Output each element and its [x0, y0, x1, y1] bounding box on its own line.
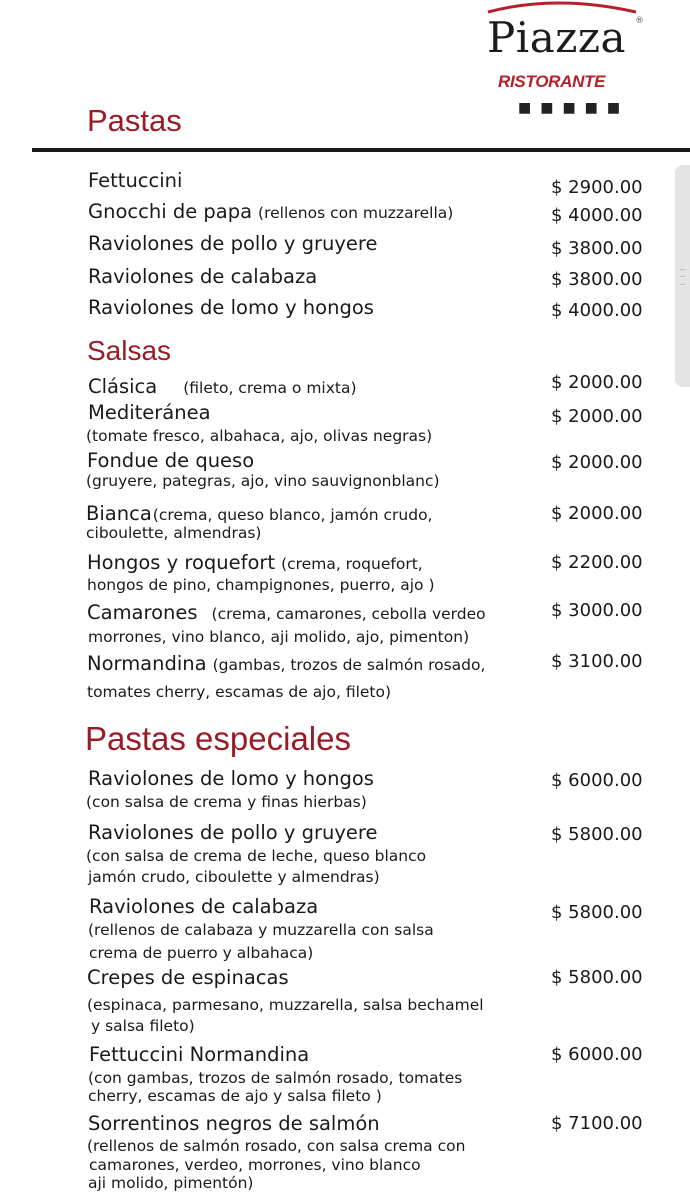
menu-item-desc: camarones, verdeo, morrones, vino blanco: [89, 1156, 421, 1174]
menu-item-name: Normandina (gambas, trozos de salmón rosado,: [87, 652, 486, 675]
menu-item-desc: (rellenos de salmón rosado, con salsa crema con: [87, 1137, 466, 1155]
menu-item-price: $ 2200.00: [551, 552, 643, 573]
section-title-salsas: Salsas: [87, 335, 172, 366]
section-title-pastas: Pastas: [87, 103, 182, 138]
menu-item-desc: (tomate fresco, albahaca, ajo, olivas negras): [86, 427, 433, 445]
menu-item-desc: crema de puerro y albahaca): [89, 944, 314, 962]
menu-item-name: Raviolones de calabaza: [89, 895, 319, 918]
menu-item-price: $ 3000.00: [551, 600, 643, 621]
menu-item-price: $ 3800.00: [551, 238, 643, 259]
menu-item-desc: tomates cherry, escamas de ajo, fileto): [87, 683, 392, 701]
menu-item-name: Crepes de espinacas: [87, 966, 289, 989]
brand-subtitle: RISTORANTE: [498, 72, 606, 91]
menu-item-desc: (espinaca, parmesano, muzzarella, salsa bechamel: [87, 996, 484, 1014]
menu-item-price: $ 2000.00: [551, 372, 643, 393]
menu-item-price: $ 2000.00: [551, 503, 643, 524]
registered-mark: ®: [635, 16, 644, 26]
vertical-scrollbar[interactable]: [675, 165, 690, 387]
menu-item-desc: (con salsa de crema de leche, queso blanco: [86, 847, 427, 865]
menu-item-name: Hongos y roquefort (crema, roquefort,: [87, 551, 423, 574]
menu-item-desc: y salsa fileto): [91, 1017, 195, 1035]
menu-item-desc: (con salsa de crema y finas hierbas): [86, 793, 367, 811]
menu-item-price: $ 2000.00: [551, 406, 643, 427]
menu-item-desc: (con gambas, trozos de salmón rosado, tomates: [88, 1069, 463, 1087]
header-divider: [32, 148, 690, 152]
menu-item-name: Sorrentinos negros de salmón: [88, 1112, 380, 1135]
menu-item-price: $ 3800.00: [551, 269, 643, 290]
menu-item-desc: (gruyere, pategras, ajo, vino sauvignonblanc): [86, 472, 440, 490]
menu-item-name: Fettuccini Normandina: [89, 1043, 310, 1066]
menu-item-name: Camarones (crema, camarones, cebolla verdeo: [87, 601, 486, 624]
brand-dots: ■■■■■: [518, 100, 630, 116]
logo-arc: [486, 0, 646, 14]
menu-item-price: $ 5800.00: [551, 824, 643, 845]
menu-item-desc: cherry, escamas de ajo y salsa fileto ): [88, 1087, 382, 1105]
menu-item-price: $ 6000.00: [551, 770, 643, 791]
menu-item-desc: morrones, vino blanco, aji molido, ajo, pimenton): [88, 628, 470, 646]
scrollbar-grip-icon: [680, 269, 685, 285]
menu-item-desc: aji molido, pimentón): [88, 1174, 254, 1192]
menu-item-price: $ 5800.00: [551, 902, 643, 923]
menu-item-desc: (crema, camarones, cebolla verdeo: [211, 605, 486, 623]
menu-item-name: Bianca(crema, queso blanco, jamón crudo,: [86, 502, 433, 525]
menu-item-desc: (gambas, trozos de salmón rosado,: [212, 656, 486, 674]
menu-item-price: $ 6000.00: [551, 1044, 643, 1065]
menu-item-desc: jamón crudo, ciboulette y almendras): [88, 868, 380, 886]
menu-item-price: $ 4000.00: [551, 205, 643, 226]
brand-name: Piazza: [487, 13, 627, 62]
menu-item-name: Mediteránea: [88, 401, 211, 424]
menu-item-name: Raviolones de lomo y hongos: [88, 296, 374, 319]
menu-item-name: Raviolones de pollo y gruyere: [88, 821, 378, 844]
menu-item-desc: (fileto, crema o mixta): [183, 379, 357, 397]
menu-item-desc: hongos de pino, champignones, puerro, ajo ): [87, 576, 435, 594]
section-title-pastas-especiales: Pastas especiales: [85, 720, 351, 757]
menu-item-price: $ 2900.00: [551, 177, 643, 198]
menu-item-price: $ 2000.00: [551, 452, 643, 473]
menu-item-name: Fondue de queso: [87, 449, 255, 472]
menu-item-name: Raviolones de lomo y hongos: [88, 767, 374, 790]
menu-item-name: Raviolones de pollo y gruyere: [88, 232, 378, 255]
menu-item-price: $ 4000.00: [551, 300, 643, 321]
menu-item-price: $ 7100.00: [551, 1113, 643, 1134]
menu-item-desc: (rellenos con muzzarella): [258, 204, 454, 222]
menu-item-price: $ 5800.00: [551, 967, 643, 988]
menu-item-name: Fettuccini: [88, 169, 183, 192]
menu-item-desc: (crema, queso blanco, jamón crudo,: [152, 506, 433, 524]
menu-item-desc: (rellenos de calabaza y muzzarella con salsa: [88, 921, 434, 939]
menu-item-desc: ciboulette, almendras): [86, 524, 262, 542]
menu-item-desc: (crema, roquefort,: [281, 555, 423, 573]
menu-item-name: Clásica (fileto, crema o mixta): [88, 375, 357, 398]
menu-item-name: Gnocchi de papa (rellenos con muzzarella): [88, 200, 454, 223]
menu-item-price: $ 3100.00: [551, 651, 643, 672]
menu-item-name: Raviolones de calabaza: [88, 265, 318, 288]
